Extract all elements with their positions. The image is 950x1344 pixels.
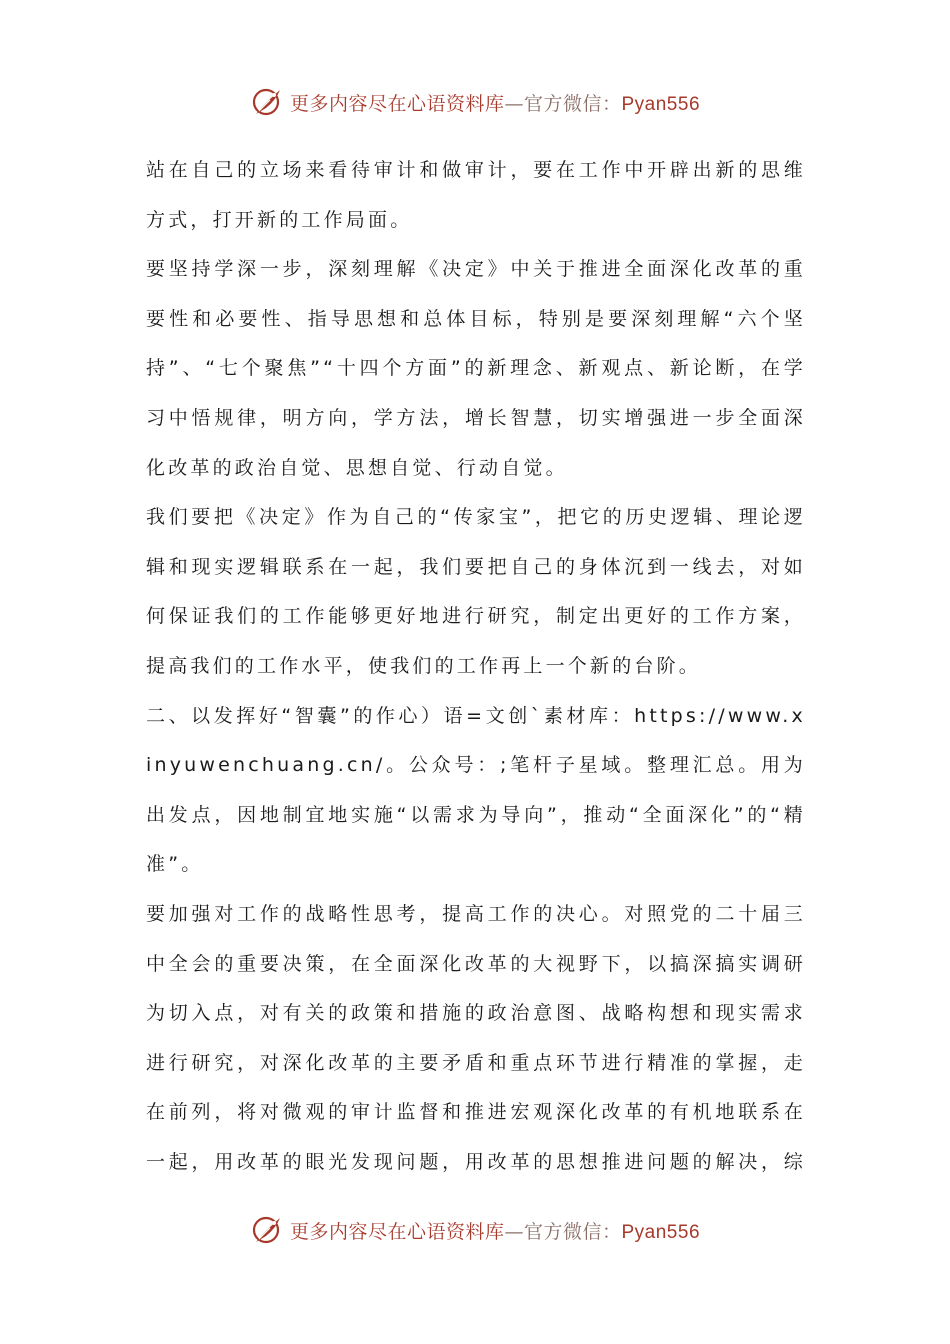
paragraph-1: 站在自己的立场来看待审计和做审计，要在工作中开辟出新的思维方式，打开新的工作局面。 <box>146 159 806 231</box>
banner-text <box>290 89 700 116</box>
paragraph-2: 要坚持学深一步，深刻理解《决定》中关于推进全面深化改革的重要性和必要性、指导思想和总体目标，特别是要深刻理解“六个坚持”、“七个聚焦”“十四个方面”的新理念、新观点、新论断，在学习中悟规律，明方向，学方法，增长智慧，切实增强进一步全面深化改革的政治自觉、思想自觉、行动自觉。 <box>146 258 806 479</box>
banner-wechat-label: 官方微信： <box>523 1220 622 1243</box>
quill-logo-icon <box>250 84 286 120</box>
header-banner <box>0 80 950 124</box>
quill-logo-icon <box>250 1212 286 1248</box>
banner-separator: — <box>504 92 524 115</box>
banner-slogan: 更多内容尽在心语资料库 <box>289 92 505 115</box>
footer-banner <box>0 1208 950 1252</box>
banner-wechat-label: 官方微信： <box>523 92 622 115</box>
paragraph-4: 二、以发挥好“智囊”的作心）语=文创`素材库：https://www.xinyuwenchuang.cn/。公众号：;笔杆子星域。整理汇总。用为出发点，因地制宜地实施“以需求为导向”，推动“全面深化”的“精准”。 <box>146 704 806 876</box>
paragraph-3: 我们要把《决定》作为自己的“传家宝”，把它的历史逻辑、理论逻辑和现实逻辑联系在一起，我们要把自己的身体沉到一线去，对如何保证我们的工作能够更好地进行研究，制定出更好的工作方案，提高我们的工作水平，使我们的工作再上一个新的台阶。 <box>146 506 806 677</box>
banner-text <box>290 1217 700 1244</box>
document-body <box>146 146 806 1187</box>
banner-separator: — <box>504 1220 524 1243</box>
banner-wechat-id: Pyan556 <box>621 93 701 115</box>
banner-slogan: 更多内容尽在心语资料库 <box>289 1220 505 1243</box>
banner-wechat-id: Pyan556 <box>621 1221 701 1243</box>
paragraph-5: 要加强对工作的战略性思考，提高工作的决心。对照党的二十届三中全会的重要决策，在全面深化改革的大视野下，以搞深搞实调研为切入点，对有关的政策和措施的政治意图、战略构想和现实需求进行研究，对深化改革的主要矛盾和重点环节进行精准的掌握，走在前列，将对微观的审计监督和推进宏观深化改革的有机地联系在一起，用改革的眼光发现问题，用改革的思想推进问题的解决，综 <box>146 902 806 1173</box>
